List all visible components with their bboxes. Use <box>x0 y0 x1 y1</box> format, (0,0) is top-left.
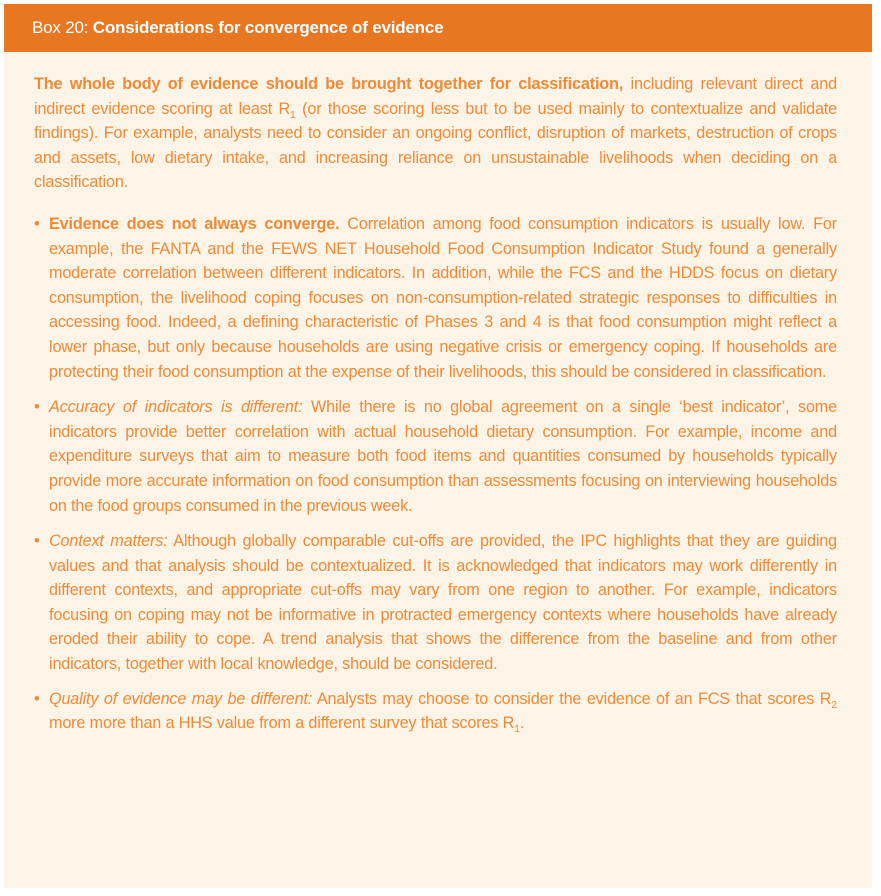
intro-paragraph <box>34 72 837 195</box>
list-item <box>34 395 837 518</box>
bullet-icon: • <box>34 214 40 233</box>
bullet-subscript: 1 <box>514 723 520 736</box>
intro-lead: The whole body of evidence should be brought together for classification, <box>34 75 624 93</box>
box-number: Box 20: <box>32 18 93 37</box>
intro-text-a: including relevant direct and indirect evidence scoring at least R <box>34 75 837 118</box>
box-content <box>34 72 837 736</box>
list-item <box>34 687 837 736</box>
bullet-icon: • <box>34 689 40 708</box>
bullet-text: While there is no global agreement on a single ‘best indicator’, some indicators provide better correlation with actual household dietary consumption. For example, income and expenditure surveys that aim to measure both food items and quantities consumed by households typically provide more accurate information on food consumption than assessments focusing on interviewing households on the food groups consumed in the previous week. <box>49 398 837 515</box>
bullet-text-a: Analysts may choose to consider the evidence of an FCS that scores R <box>312 689 832 708</box>
bullet-text: Correlation among food consumption indicators is usually low. For example, the FANTA and the FEWS NET Household Food Consumption Indicator Study found a generally moderate correlation between different indicators. In addition, while the FCS and the HDDS focus on dietary consumption, the livelihood coping focuses on non-consumption-related strategic responses to difficulties in accessing food. Indeed, a defining characteristic of Phases 3 and 4 is that food consumption might reflect a lower phase, but only because households are using negative crisis or emergency coping. If households are protecting their food consumption at the expense of their livelihoods, this should be considered in classification. <box>49 214 837 381</box>
bullet-lead: Evidence does not always converge. <box>49 214 340 233</box>
bullet-subscript: 2 <box>831 698 837 711</box>
intro-subscript: 1 <box>290 108 296 121</box>
bullet-icon: • <box>34 398 40 417</box>
considerations-list <box>34 212 837 736</box>
bullet-lead: Context matters: <box>49 532 168 551</box>
box-header <box>4 4 872 52</box>
bullet-text-c: . <box>519 714 525 733</box>
list-item <box>34 212 837 384</box>
box-title <box>32 18 443 38</box>
bullet-text: Although globally comparable cut-offs are provided, the IPC highlights that they are guiding values and that analysis should be contextualized. It is acknowledged that indicators may work differently in different contexts, and appropriate cut-offs may vary from one region to another. For example, indicators focusing on coping may not be informative in protracted emergency contexts where households have already eroded their ability to cope. A trend analysis that shows the difference from the baseline and from other indicators, together with local knowledge, should be considered. <box>49 532 837 674</box>
bullet-icon: • <box>34 532 40 551</box>
bullet-lead: Quality of evidence may be different: <box>49 689 313 708</box>
evidence-box <box>4 4 872 888</box>
box-heading: Considerations for convergence of evidence <box>92 18 444 37</box>
bullet-text-b: more more than a HHS value from a different survey that scores R <box>49 714 515 733</box>
list-item <box>34 529 837 677</box>
intro-text-b: (or those scoring less but to be used mainly to contextualize and validate findings). For example, analysts need to consider an ongoing conflict, disruption of markets, destruction of crops and assets, low dietary intake, and increasing reliance on unsustainable livelihoods when deciding on a classification. <box>34 99 837 192</box>
bullet-lead: Accuracy of indicators is different: <box>49 398 303 417</box>
